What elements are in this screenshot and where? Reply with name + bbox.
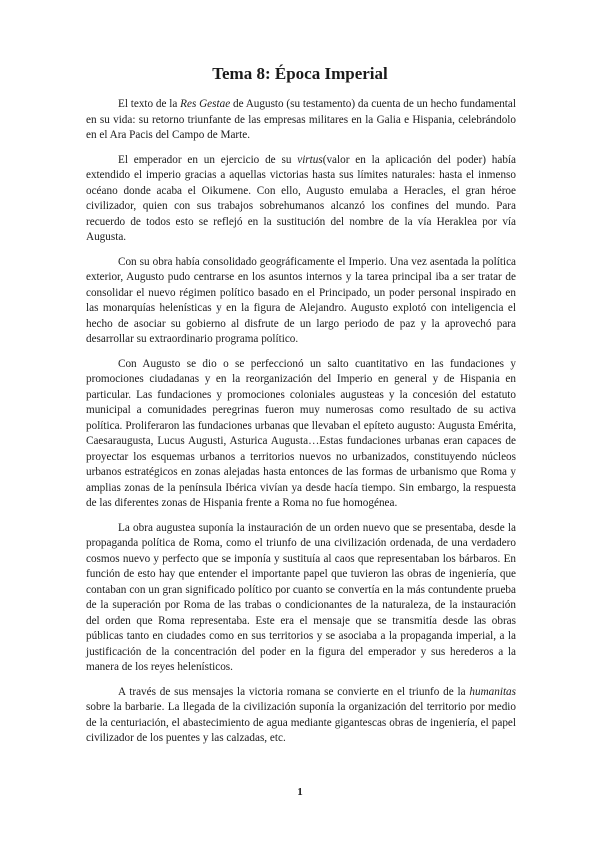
paragraph-text: de Augusto (su testamento) da cuenta de un hecho fundamental en su vida: su retorno triunfante de las empresas militares en la Galia e Hispania, celebrándolo en el Ara Pacis del Campo de Marte. [86, 98, 516, 141]
paragraph-text: sobre la barbarie. La llegada de la civilización suponía la organización del territorio por medio de la centuriación, el abastecimiento de agua mediante gigantescas obras de ingeniería, el papel civilizador de los puentes y las calzadas, etc. [86, 701, 516, 744]
paragraph-text: La obra augustea suponía la instauración de un orden nuevo que se presentaba, desde la propaganda política de Roma, como el triunfo de una civilización ordenada, de una verdadero cosmos nuevo y perfecto que se imponía y sustituía al caos que representaban los bárbaros. En función de esto hay que entender el importante papel que tuvieron las obras de ingeniería, que contaban con un gran significado político por cuanto se convertía en la más contundente prueba de la superación por Roma de las trabas o condicionantes de la naturaleza, de la instauración del orden que Roma representaba. Este era el mensaje que se transmitía desde las obras públicas tanto en ciudades como en sus territorios y se asociaba a la propaganda imperial, a la justificación de la concentración del poder en la figura del emperador y sus herederos a la manera de los reyes helenísticos. [86, 521, 516, 673]
paragraph-2 [86, 153, 516, 246]
italic-term: virtus [297, 153, 323, 166]
page-title: Tema 8: Época Imperial [212, 64, 388, 83]
paragraph-4 [86, 357, 516, 512]
paragraph-text: El texto de la [118, 98, 181, 110]
paragraph-text: A través de sus mensajes la victoria romana se convierte en el triunfo de la [118, 685, 470, 698]
document-body [86, 97, 516, 756]
paragraph-3 [86, 255, 516, 348]
paragraph-text: (valor en la aplicación del poder) había extendido el imperio gracias a aquellas victorias hasta sus límites naturales: hasta el inmenso océano donde acaba el Oikumene. Con ello, Augusto emulaba a Heracles, el gran héroe civilizador, quien con sus trabajos sobrehumanos alcanzó los confines del mundo. Para recuerdo de todos esto se reflejó en la sustitución del nombre de la vía Heraklea por vía Augusta. [86, 153, 516, 243]
paragraph-6 [86, 685, 516, 747]
paragraph-5 [86, 521, 516, 676]
paragraph-1 [86, 97, 516, 144]
page-number: 1 [297, 786, 303, 798]
italic-term: Res Gestae [180, 98, 231, 110]
paragraph-text: Con su obra había consolidado geográficamente el Imperio. Una vez asentada la política exterior, Augusto pudo centrarse en los asuntos internos y la tarea principal iba a ser tratar de consolidar el nuevo régimen político basado en el Principado, un poder personal inspirado en las monarquías helenísticas y en la figura de Alejandro. Augusto explotó con inteligencia el hecho de asociar su gobierno al disfrute de un largo periodo de paz y la aprovechó para desarrollar su extraordinario programa político. [86, 255, 516, 345]
italic-term: humanitas [469, 685, 516, 698]
paragraph-text: El emperador en un ejercicio de su [118, 153, 298, 166]
paragraph-text: Con Augusto se dio o se perfeccionó un salto cuantitativo en las fundaciones y promociones ciudadanas y en la reorganización del Imperio en general y de Hispania en particular. Las fundaciones y promociones coloniales augusteas y la concesión del estatuto municipal a comunidades peregrinas fueron muy numerosas como resultado de su activa política. Proliferaron las fundaciones urbanas que llevaban el epíteto augusto: Augusta Emérita, Caesaraugusta, Lucus Augusti, Asturica Augusta…Estas fundaciones urbanas eran capaces de proyectar los esquemas urbanos a territorios nuevos no urbanizados, constituyendo núcleos urbanos estratégicos en zonas alejadas hasta entonces de las formas de urbanismo que Roma y amplias zonas de la península Ibérica vivían ya desde hacía tiempo. Sin embargo, la respuesta de las diferentes zonas de Hispania frente a Roma no fue homogénea. [86, 357, 516, 509]
